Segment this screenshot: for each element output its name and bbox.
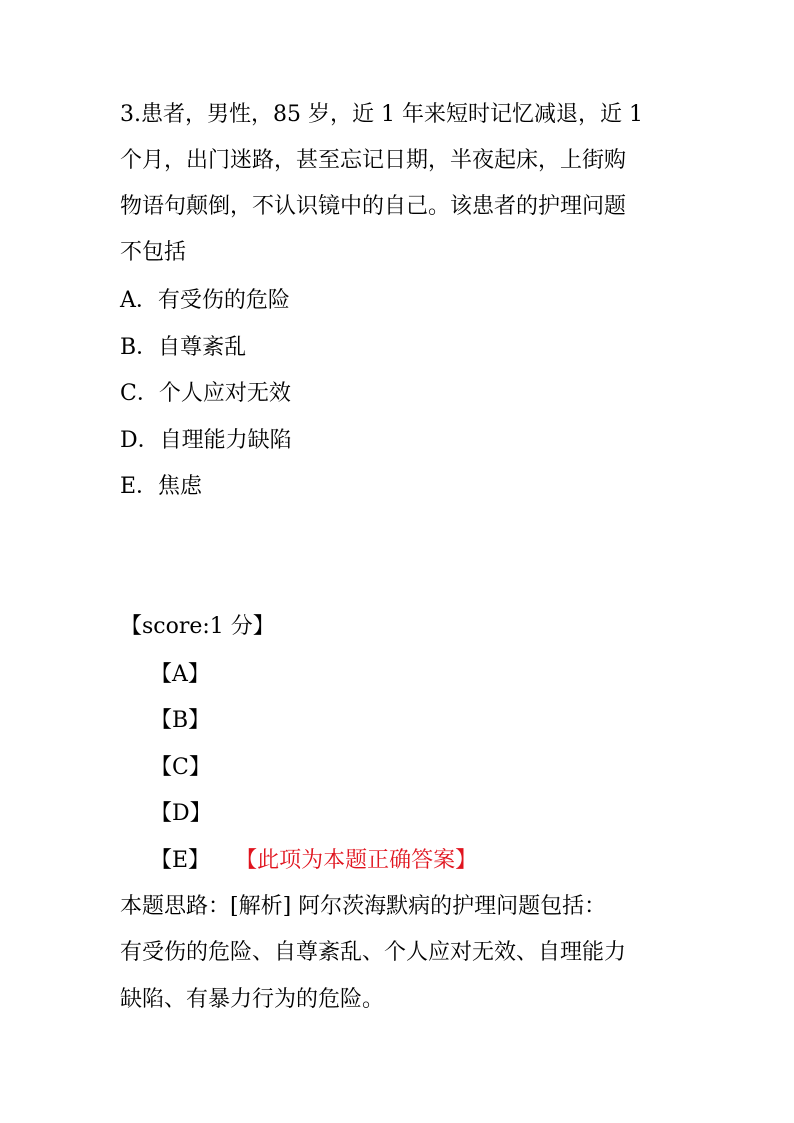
explanation-line-1: 本题思路：[解析] 阿尔茨海默病的护理问题包括： <box>120 894 607 919</box>
explanation-line-2: 有受伤的危险、自尊紊乱、个人应对无效、自理能力 <box>120 940 627 965</box>
option-c: C．个人应对无效 <box>120 381 291 406</box>
option-b: B．自尊紊乱 <box>120 335 247 360</box>
explanation-line-3: 缺陷、有暴力行为的危险。 <box>120 987 385 1012</box>
option-a: A．有受伤的危险 <box>120 288 290 313</box>
question-text-line-2: 个月，出门迷路，甚至忘记日期，半夜起床，上街购 <box>120 148 627 173</box>
answer-choice-e: 【E】 <box>150 848 211 873</box>
answer-choice-e-row <box>150 846 477 876</box>
question-text-line-4: 不包括 <box>120 240 187 265</box>
answer-choice-c: 【C】 <box>150 755 211 780</box>
option-d: D．自理能力缺陷 <box>120 428 292 453</box>
score-label: 【score:1 分】 <box>120 614 275 639</box>
answer-choice-a: 【A】 <box>150 662 210 687</box>
answer-choice-d: 【D】 <box>150 801 212 826</box>
question-text-line-1: 3.患者，男性，85 岁，近 1 年来短时记忆减退，近 1 <box>120 102 643 127</box>
question-text-line-3: 物语句颠倒，不认识镜中的自己。该患者的护理问题 <box>120 194 627 219</box>
correct-answer-tag: 【此项为本题正确答案】 <box>246 848 478 873</box>
answer-choice-b: 【B】 <box>150 708 211 733</box>
option-e: E．焦虑 <box>120 474 203 499</box>
